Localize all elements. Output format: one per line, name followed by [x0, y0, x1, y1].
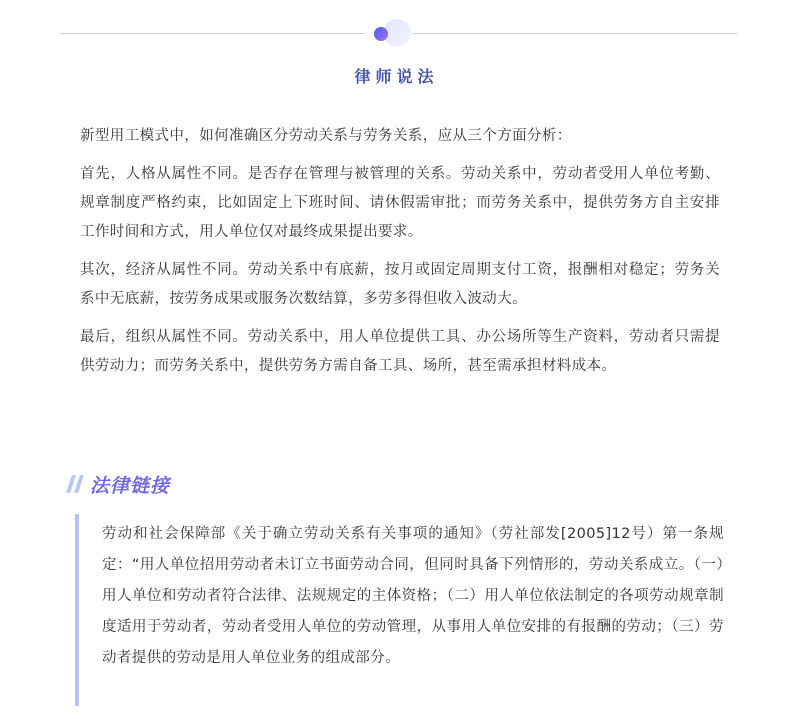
article-body	[80, 122, 720, 390]
legal-link-heading-text: 法律链接	[90, 474, 171, 497]
decorative-circle-small	[374, 27, 388, 41]
paragraph-economic-subordination: 其次，经济从属性不同。劳动关系中有底薪，按月或固定周期支付工资，报酬相对稳定；劳务关系中无底薪，按劳务成果或服务次数结算，多劳多得但收入波动大。	[80, 262, 720, 307]
quote-bar	[75, 514, 79, 706]
paragraph-personal-subordination: 首先，人格从属性不同。是否存在管理与被管理的关系。劳动关系中，劳动者受用人单位考勤、规章制度严格约束，比如固定上下班时间、请休假需审批；而劳务关系中，提供劳务方自主安排工作时间和方式，用人单位仅对最终成果提出要求。	[80, 166, 720, 240]
paragraph-organizational-subordination: 最后，组织从属性不同。劳动关系中，用人单位提供工具、办公场所等生产资料，劳动者只需提供劳动力；而劳务关系中，提供劳务方需自备工具、场所，甚至需承担材料成本。	[80, 329, 720, 374]
header-divider-left	[60, 33, 365, 34]
double-slash-icon	[66, 473, 86, 495]
legal-link-heading	[66, 468, 170, 500]
paragraph-intro: 新型用工模式中，如何准确区分劳动关系与劳务关系，应从三个方面分析：	[80, 128, 572, 144]
legal-quote-text: 劳动和社会保障部《关于确立劳动关系有关事项的通知》（劳社部发[2005]12号）第一条规定：“用人单位招用劳动者未订立书面劳动合同，但同时具备下列情形的，劳动关系成立。（一）用人单位和劳动者符合法律、法规规定的主体资格；（二）用人单位依法制定的各项劳动规章制度适用于劳动者，劳动者受用人单位的劳动管理，从事用人单位安排的有报酬的劳动；（三）劳动者提供的劳动是用人单位业务的组成部分。	[102, 526, 724, 666]
header-divider-right	[412, 33, 737, 34]
section-title: 律师说法	[354, 67, 439, 86]
